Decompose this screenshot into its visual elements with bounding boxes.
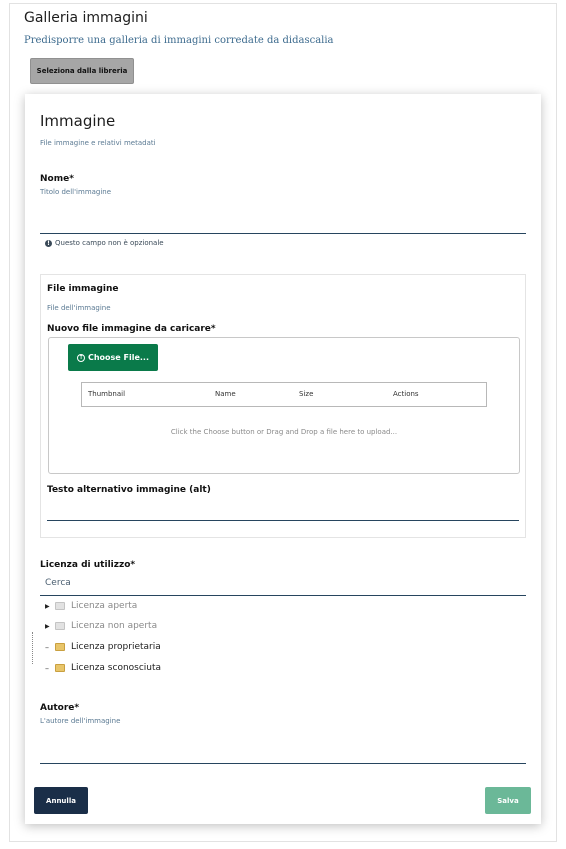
tree-item-label: Licenza non aperta — [71, 621, 158, 631]
expand-arrow-icon[interactable]: ▶ — [45, 602, 50, 610]
file-section-hint: File dell'immagine — [47, 304, 111, 312]
alt-text-label: Testo alternativo immagine (alt) — [47, 485, 211, 495]
folder-icon — [55, 622, 65, 630]
upload-icon: ↑ — [78, 353, 84, 361]
tree-branch-icon: – — [45, 642, 49, 652]
column-name: Name — [215, 390, 236, 398]
choose-file-button[interactable] — [68, 344, 158, 371]
folder-icon — [55, 643, 65, 651]
nome-hint: Titolo dell'immagine — [40, 188, 112, 196]
folder-icon — [55, 602, 65, 610]
nome-error — [45, 239, 164, 247]
select-from-library-button[interactable]: Seleziona dalla libreria — [30, 58, 134, 84]
expand-arrow-icon[interactable]: ▶ — [45, 622, 50, 630]
file-section-title: File immagine — [47, 284, 119, 294]
tree-item-label: Licenza sconosciuta — [71, 663, 162, 673]
gallery-subtitle: Predisporre una galleria di immagini corredate da didascalia — [24, 35, 334, 46]
nome-input[interactable] — [40, 204, 526, 234]
licenza-search-input[interactable]: Cerca — [45, 578, 71, 588]
column-size: Size — [299, 390, 314, 398]
autore-label: Autore* — [40, 703, 80, 713]
licenza-label: Licenza di utilizzo* — [40, 560, 136, 570]
tree-item-licenza-aperta[interactable] — [45, 599, 137, 613]
file-table-header — [81, 382, 487, 407]
folder-icon — [55, 664, 65, 672]
autore-underline — [40, 763, 526, 764]
choose-file-label: Choose File... — [87, 353, 150, 362]
tree-item-label: Licenza aperta — [71, 601, 138, 611]
upload-label: Nuovo file immagine da caricare* — [47, 324, 216, 334]
tree-branch-icon: – — [45, 663, 49, 673]
save-button[interactable]: Salva — [485, 787, 531, 814]
tree-item-licenza-non-aperta[interactable] — [45, 619, 157, 633]
gallery-title: Galleria immagini — [24, 10, 148, 26]
alt-text-underline — [47, 520, 519, 521]
tree-item-licenza-proprietaria[interactable] — [45, 640, 161, 654]
autore-input[interactable] — [40, 734, 526, 764]
nome-label: Nome* — [40, 174, 74, 184]
nome-underline — [40, 233, 526, 234]
cancel-button[interactable]: Annulla — [34, 787, 88, 814]
autore-hint: L'autore dell'immagine — [40, 717, 121, 725]
modal-title: Immagine — [40, 112, 116, 130]
nome-error-text: Questo campo non è opzionale — [55, 239, 164, 247]
licenza-search-underline — [40, 595, 526, 596]
tree-item-licenza-sconosciuta[interactable] — [45, 661, 161, 675]
file-section — [40, 274, 526, 538]
tree-connector — [32, 632, 33, 664]
column-thumbnail: Thumbnail — [88, 390, 126, 398]
alt-text-input[interactable] — [47, 500, 519, 520]
exclamation-icon: ! — [45, 240, 52, 247]
file-dropzone[interactable] — [48, 337, 520, 474]
column-actions: Actions — [393, 390, 419, 398]
modal-subtitle: File immagine e relativi metadati — [40, 139, 156, 147]
tree-item-label: Licenza proprietaria — [71, 642, 161, 652]
dropzone-empty-message: Click the Choose button or Drag and Drop a file here to upload... — [170, 428, 398, 436]
image-modal — [25, 94, 541, 824]
